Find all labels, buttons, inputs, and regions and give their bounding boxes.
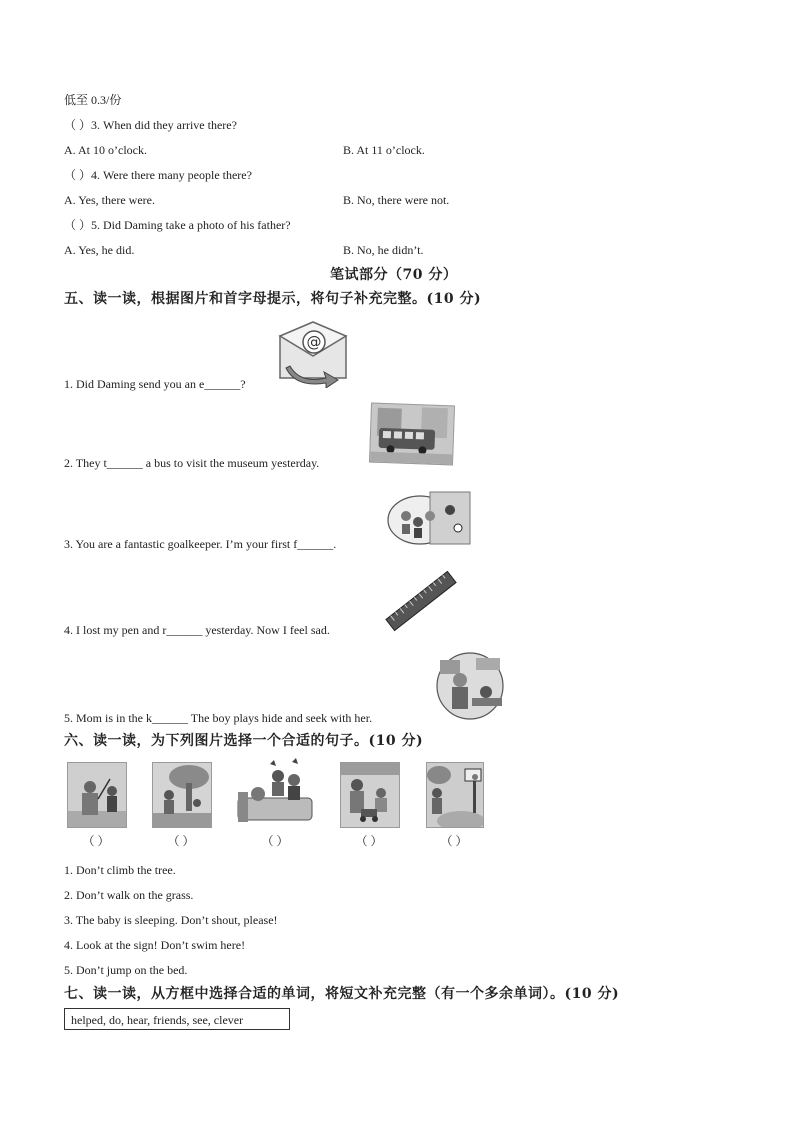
s6-picture-3: [234, 758, 316, 828]
kitchen-cartoon: [432, 652, 508, 720]
s6-sentence-2: 2. Don’t walk on the grass.: [64, 888, 194, 902]
question-5: （ ）5. Did Daming take a photo of his father?: [64, 218, 291, 232]
question-4: （ ）4. Were there many people there?: [64, 168, 252, 182]
section7-title: 七、读一读，从方框中选择合适的单词，将短文补充完整（有一个多余单词）。(10 分): [64, 986, 620, 1002]
top-note: 低至 0.3/份: [64, 93, 122, 107]
s5-item-2: 2. They t______ a bus to visit the museum yesterday.: [64, 456, 320, 470]
word-box: helped, do, hear, friends, see, clever: [64, 1008, 290, 1030]
s6-blank-3[interactable]: （ ）: [261, 834, 289, 848]
s6-sentence-3: 3. The baby is sleeping. Don’t shout, please!: [64, 913, 278, 927]
written-part-title: 笔试部分（70 分）: [330, 267, 458, 283]
option-5b: B. No, he didn’t.: [343, 243, 424, 257]
s5-item-1: 1. Did Daming send you an e______?: [64, 377, 246, 391]
section5-title: 五、读一读，根据图片和首字母提示，将句子补充完整。(10 分): [64, 291, 482, 307]
bus-photo: [369, 403, 455, 466]
option-5a: A. Yes, he did.: [64, 243, 135, 257]
svg-text:@: @: [306, 333, 322, 351]
section6-title: 六、读一读，为下列图片选择一个合适的句子。(10 分): [64, 733, 424, 749]
option-3b: B. At 11 o’clock.: [343, 143, 425, 157]
s6-blank-1[interactable]: （ ）: [82, 834, 110, 848]
s6-sentence-4: 4. Look at the sign! Don’t swim here!: [64, 938, 246, 952]
option-3a: A. At 10 o’clock.: [64, 143, 147, 157]
s6-sentence-1: 1. Don’t climb the tree.: [64, 863, 176, 877]
s6-blank-2[interactable]: （ ）: [167, 834, 195, 848]
s6-blank-4[interactable]: （ ）: [355, 834, 383, 848]
s6-picture-2: [152, 762, 212, 828]
option-4a: A. Yes, there were.: [64, 193, 155, 207]
s6-sentence-5: 5. Don’t jump on the bed.: [64, 963, 188, 977]
s6-blank-5[interactable]: （ ）: [440, 834, 468, 848]
fans-cartoon: [386, 490, 472, 548]
option-4b: B. No, there were not.: [343, 193, 450, 207]
email-icon: [276, 318, 356, 388]
question-3: （ ）3. When did they arrive there?: [64, 118, 237, 132]
ruler-icon: [384, 570, 458, 632]
s6-picture-1: [67, 762, 127, 828]
s5-item-5: 5. Mom is in the k______ The boy plays hide and seek with her.: [64, 711, 373, 725]
s5-item-4: 4. I lost my pen and r______ yesterday. Now I feel sad.: [64, 623, 330, 637]
s6-picture-5: [426, 762, 484, 828]
s6-picture-4: [340, 762, 400, 828]
s5-item-3: 3. You are a fantastic goalkeeper. I’m your first f______.: [64, 537, 337, 551]
